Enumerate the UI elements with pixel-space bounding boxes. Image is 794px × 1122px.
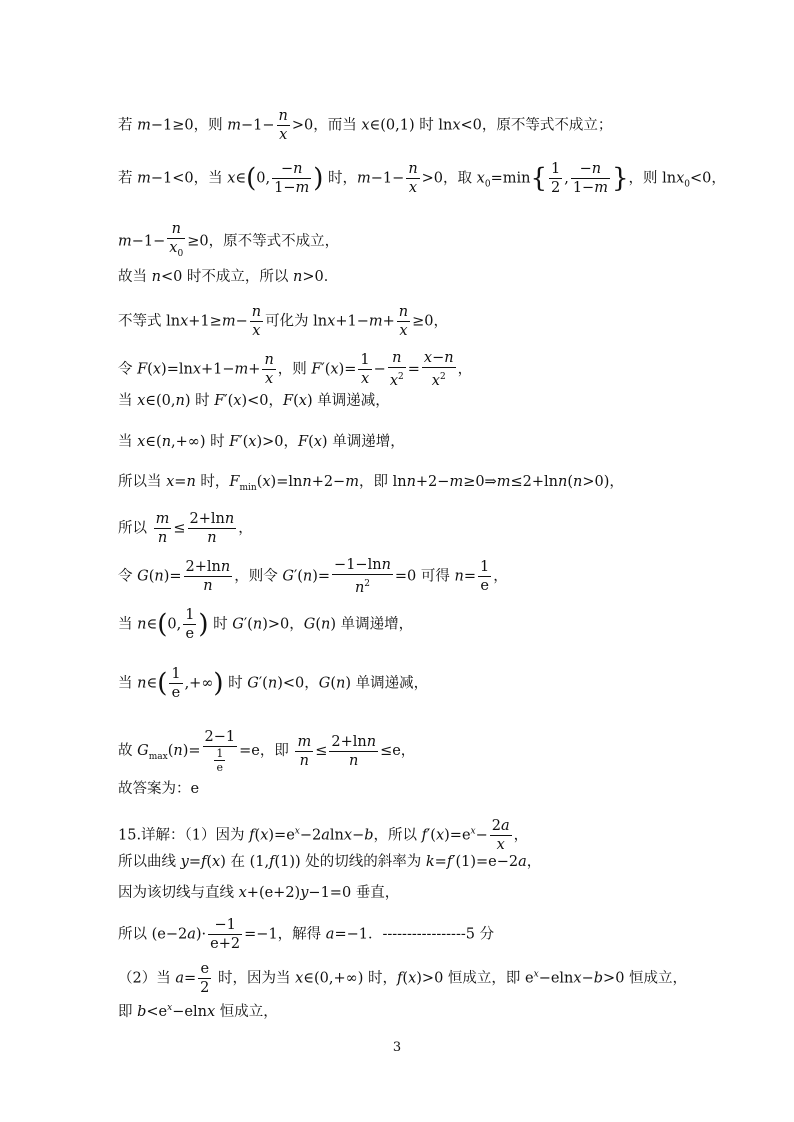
solution-line-2: 若 m−1<0，当 x∈(0, $\frac{-n}{1-m}$ ) 时，m−1− $\frac{n}{x}$ >0，取 $x_0=\min${ $\frac{1}{2}$ , $\frac{-n}{1-m}$ }，则 lnx$_0$<0， [118,161,726,196]
solution-line-1: 若 m−1≥0，则 m−1− $\frac{n}{x}$ >0，而当 x∈(0,1) 时 lnx<0，原不等式不成立； [118,108,613,143]
solution-line-15: 故答案为：e [118,781,200,797]
solution-line-19: 所以 (e−2a)· $\frac{-1}{e+2}$ =−1，解得 a=−1．-----------------5 分 [118,917,495,952]
solution-line-3: m−1− $\frac{n}{x_0}$ ≥0，原不等式不成立， [118,221,340,259]
solution-line-10: 所以 $\frac{m}{n}$ ≤ $\frac{2+\ln n}{n}$ ， [118,511,253,546]
solution-line-12: 当 n∈(0, $\frac{1}{e}$ ) 时 G′(n)>0，G(n) 单调递增， [118,607,414,642]
page-number: 3 [392,1040,402,1055]
solution-line-9: 所以当 x=n 时，$F_{min}(x)=\ln n+2-m$，即 lnn+2−m≥0⇒m≤2+lnn(n>0)， [118,474,624,493]
solution-line-4: 故当 n<0 时不成立，所以 n>0． [118,269,339,285]
solution-line-6: 令 F(x)=lnx+1−m+ $\frac{n}{x}$ ，则 F′(x)= $\frac{1}{x}$ − $\frac{n}{x^2}$ = $\frac{x-n}{x^2}$ ， [118,350,473,389]
solution-line-5: 不等式 lnx+1≥m− $\frac{n}{x}$ 可化为 lnx+1−m+ $\frac{n}{x}$ ≥0， [118,304,448,339]
solution-line-13: 当 n∈( $\frac{1}{e}$ ,+∞) 时 G′(n)<0，G(n) 单调递减， [118,666,429,701]
solution-line-21: 即 $b<e^x-elnx$ 恒成立， [118,1003,278,1020]
solution-line-11: 令 G(n)= $\frac{2+\ln n}{n}$ ，则令 G′(n)= $\frac{-1-\ln n}{n^2}$ =0 可得 n= $\frac{1}{e}$ ， [118,557,508,596]
solution-line-16: 15.详解：（1）因为 $f(x)=e^x-2alnx-b$，所以 $f'(x)=e^x-$ $\frac{2a}{x}$ ， [118,818,529,853]
solution-line-7: 当 x∈(0,n) 时 F′(x)<0，F(x) 单调递减， [118,393,390,409]
solution-line-8: 当 x∈(n,+∞) 时 F′(x)>0，F(x) 单调递增， [118,434,405,450]
solution-line-17: 所以曲线 y=f(x) 在 (1,f(1)) 处的切线的斜率为 k=f′(1)=e−2a， [118,854,542,870]
solution-line-18: 因为该切线与直线 x+(e+2)y−1=0 垂直， [118,885,400,901]
solution-line-20: （2）当 a= $\frac{e}{2}$ 时，因为当 x∈(0,+∞) 时，f(x)>0 恒成立，即 $e^x-elnx-b>0$ 恒成立， [118,961,688,996]
solution-line-14: 故 $G_{max}(n)=$ $\frac{2-1}{\frac{1}{e}}$ =e，即 $\frac{m}{n}$ ≤ $\frac{2+\ln n}{n}$ ≤e， [118,729,416,774]
